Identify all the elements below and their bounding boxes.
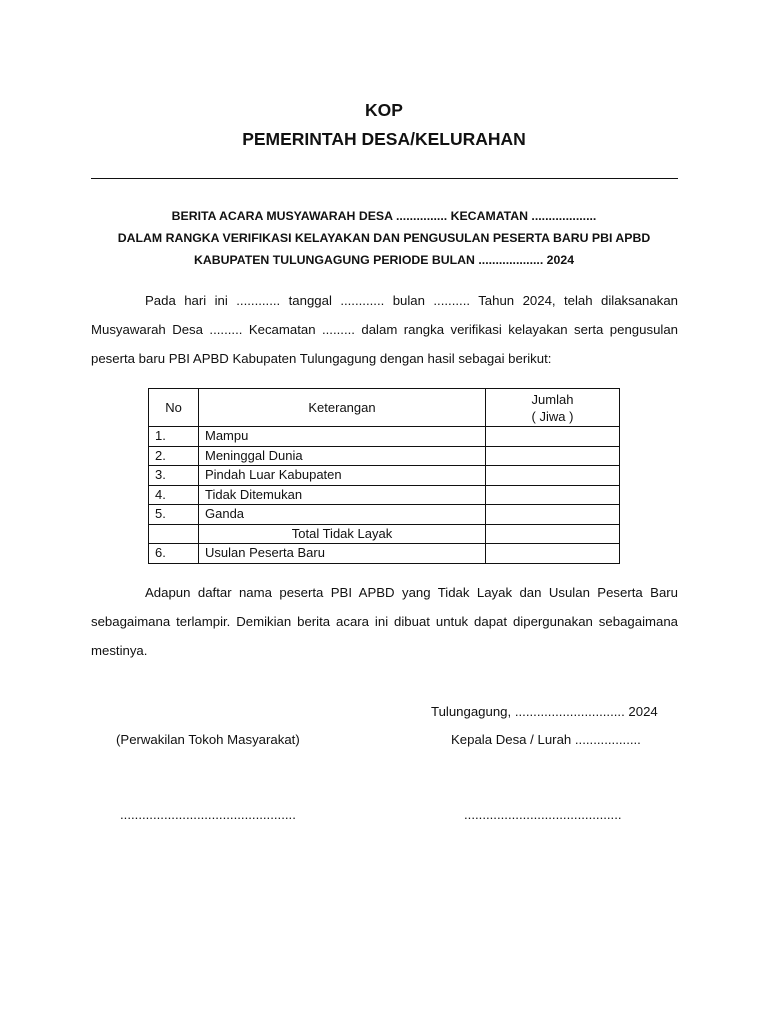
closing-paragraph: Adapun daftar nama peserta PBI APBD yang Tidak Layak dan Usulan Peserta Baru sebagaimana terlampir. Demikian berita acara ini dibuat untuk dapat dipergunakan sebagaimana mestinya. [91, 585, 678, 658]
signature-left-name-line: ................................................ [120, 807, 296, 822]
row-keterangan: Mampu [199, 427, 486, 447]
signature-right-name-line: ........................................... [464, 807, 622, 822]
row-jumlah [486, 446, 620, 466]
table-row [149, 446, 620, 466]
header-keterangan: Keterangan [199, 389, 486, 427]
row-keterangan: Tidak Ditemukan [199, 485, 486, 505]
row-keterangan-total: Total Tidak Layak [199, 524, 486, 544]
table-row [149, 505, 620, 525]
header-jumlah-line1: Jumlah [531, 391, 574, 407]
row-keterangan: Ganda [199, 505, 486, 525]
row-jumlah [486, 544, 620, 564]
table-row-total [149, 524, 620, 544]
header-no: No [149, 389, 199, 427]
header-jumlah-line2: ( Jiwa ) [531, 408, 574, 424]
row-no: 6. [149, 544, 199, 564]
title-line-2: DALAM RANGKA VERIFIKASI KELAYAKAN DAN PENGUSULAN PESERTA BARU PBI APBD [117, 231, 651, 245]
row-no: 4. [149, 485, 199, 505]
document-title [0, 205, 768, 271]
letterhead-divider [91, 178, 678, 179]
letterhead-government: PEMERINTAH DESA/KELURAHAN [242, 129, 526, 149]
signature-left-title: (Perwakilan Tokoh Masyarakat) [116, 732, 300, 747]
table-header-row [149, 389, 620, 427]
row-keterangan: Pindah Luar Kabupaten [199, 466, 486, 486]
row-no [149, 524, 199, 544]
letterhead-kop: KOP [365, 100, 403, 120]
row-keterangan: Usulan Peserta Baru [199, 544, 486, 564]
table-row [149, 485, 620, 505]
row-jumlah [486, 524, 620, 544]
signature-place-date: Tulungagung, .............................. 2024 [431, 704, 658, 719]
table-row [149, 544, 620, 564]
row-no: 5. [149, 505, 199, 525]
header-jumlah [486, 389, 620, 427]
title-line-1: BERITA ACARA MUSYAWARAH DESA ............... KECAMATAN ................... [171, 209, 597, 223]
title-line-3: KABUPATEN TULUNGAGUNG PERIODE BULAN ................... 2024 [193, 253, 575, 267]
signature-right-title: Kepala Desa / Lurah .................. [451, 732, 641, 747]
results-table [148, 388, 620, 564]
row-keterangan: Meninggal Dunia [199, 446, 486, 466]
row-jumlah [486, 485, 620, 505]
row-jumlah [486, 505, 620, 525]
table-row [149, 466, 620, 486]
row-jumlah [486, 427, 620, 447]
row-no: 3. [149, 466, 199, 486]
row-no: 1. [149, 427, 199, 447]
row-no: 2. [149, 446, 199, 466]
table-row [149, 427, 620, 447]
intro-paragraph: Pada hari ini ............ tanggal ............ bulan .......... Tahun 2024, telah dilaksanakan Musyawarah Desa ......... Kecamatan ......... dalam rangka verifikasi kelayakan serta pengusulan peserta baru PBI APBD Kabupaten Tulungagung dengan hasil sebagai berikut: [91, 293, 678, 366]
letterhead [0, 96, 768, 154]
row-jumlah [486, 466, 620, 486]
